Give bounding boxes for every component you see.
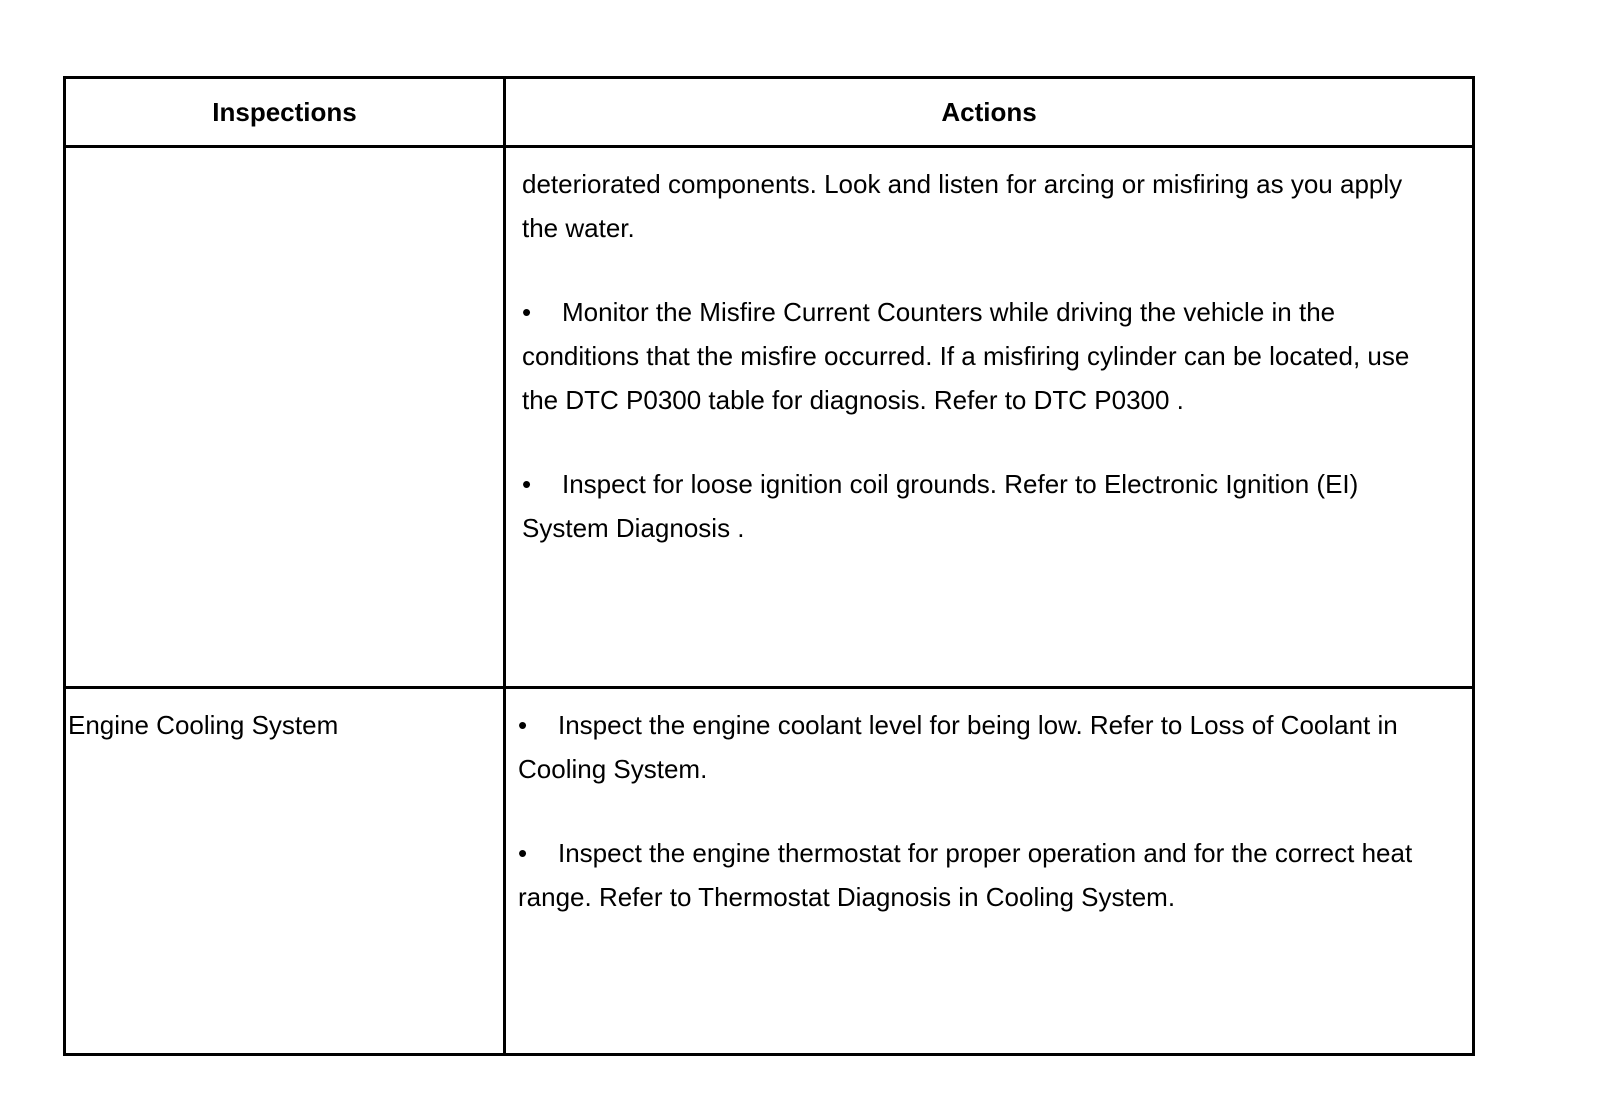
bullet-icon: • [518, 710, 528, 740]
action-bullet-item [522, 462, 1432, 550]
diagnosis-table [63, 76, 1475, 1056]
header-actions: Actions [505, 78, 1474, 147]
action-bullet-item [518, 831, 1432, 919]
actions-cell [505, 147, 1474, 688]
action-bullet-text: Inspect the engine coolant level for being low. Refer to Loss of Coolant in Cooling System. [518, 710, 1398, 784]
actions-cell [505, 688, 1474, 1055]
inspection-cell [65, 688, 505, 1055]
table-row [65, 688, 1474, 1055]
bullet-icon: • [518, 838, 528, 868]
action-bullet-item [518, 703, 1432, 791]
inspection-text [66, 148, 503, 162]
inspection-cell [65, 147, 505, 688]
header-inspections: Inspections [65, 78, 505, 147]
inspection-text: Engine Cooling System [68, 710, 339, 740]
action-bullet-text: Monitor the Misfire Current Counters while driving the vehicle in the conditions that the misfire occurred. If a misfiring cylinder can be located, use the DTC P0300 table for diagnosis. Refer to DTC P0300 . [522, 297, 1410, 415]
table-header-row [65, 78, 1474, 147]
action-paragraph: deteriorated components. Look and listen for arcing or misfiring as you apply the water. [522, 169, 1403, 243]
table-row [65, 147, 1474, 688]
action-bullet-text: Inspect the engine thermostat for proper operation and for the correct heat range. Refer to Thermostat Diagnosis in Cooling System. [518, 838, 1413, 912]
bullet-icon: • [522, 297, 532, 327]
bullet-icon: • [522, 469, 532, 499]
action-bullet-text: Inspect for loose ignition coil grounds. Refer to Electronic Ignition (EI) System Diagnosis . [522, 469, 1359, 543]
action-bullet-item [522, 290, 1432, 422]
